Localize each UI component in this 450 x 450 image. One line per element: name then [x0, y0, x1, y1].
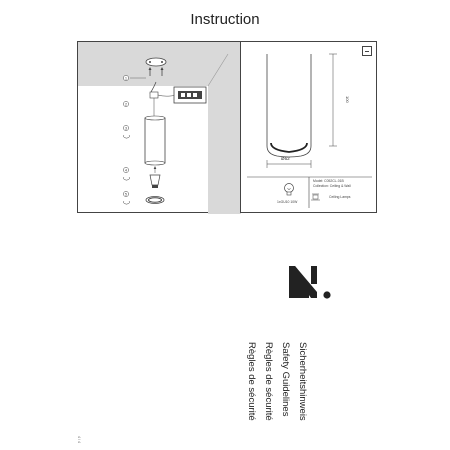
section-title-en: Safety Guidelines [280, 342, 291, 417]
height-dimension-label: 100 [345, 96, 350, 103]
brand-logo-icon [287, 262, 333, 302]
collection-text: Collection: Ceiling & Wall [313, 183, 351, 188]
page-title: Instruction [190, 11, 260, 28]
page-number: 4 / 4 [77, 436, 81, 443]
step-4-label: 4 [125, 168, 127, 173]
bulb-icon [285, 184, 294, 196]
diameter-dimension-label: Ø52 [281, 156, 290, 161]
section-title-fr: Règles de sécurité [263, 342, 274, 421]
section-title-fr-2: Règles de sécurité [246, 342, 257, 421]
step-3-label: 3 [125, 126, 127, 131]
category-text: Ceiling Lamps [329, 195, 351, 199]
lamp-cylinder [145, 118, 165, 163]
gu10-bulb [150, 175, 160, 185]
section-title-de: Sicherheitshinweis [297, 342, 308, 421]
model-text: Model: C052CL-01B [313, 179, 344, 183]
step-1-label: 1 [125, 76, 127, 81]
specification-panel [240, 41, 377, 213]
lamp-spec-text: 1xGU10 10W [277, 200, 298, 204]
step-5-label: 5 [125, 192, 127, 197]
dimension-drawing [241, 42, 378, 214]
step-2-label: 2 [125, 102, 127, 107]
ceiling-lamp-icon [311, 194, 320, 200]
